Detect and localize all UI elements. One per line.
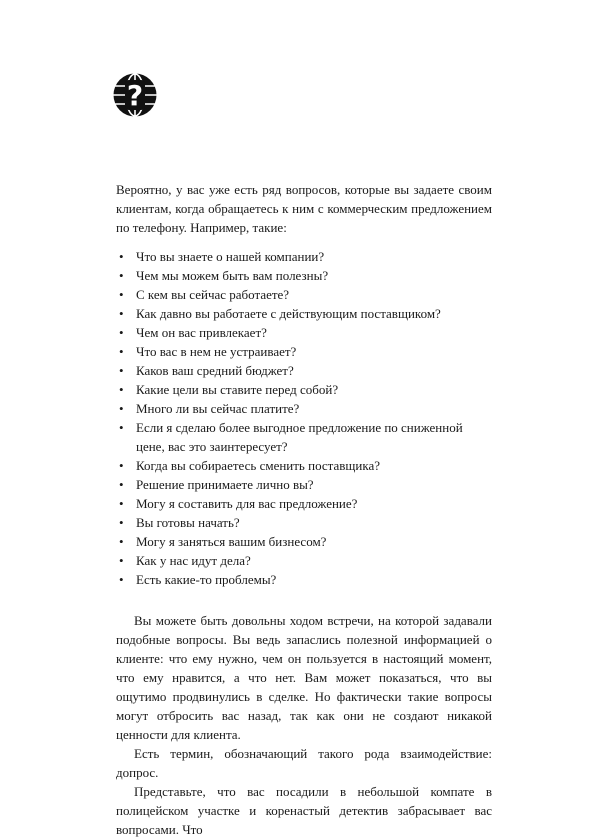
intro-paragraph: Вероятно, у вас уже есть ряд вопросов, которые вы задаете своим клиентам, когда обращаетесь к ним с коммерческим предложением по телефону. Например, такие: — [116, 182, 492, 235]
list-item: • Какие цели вы ставите перед собой? — [119, 382, 339, 397]
list-item: • Чем мы можем быть вам полезны? — [119, 268, 329, 283]
body-paragraph: Представьте, что вас посадили в небольшой компате в полицейском участке и коренастый детектив забрасывает вас вопросами. Что — [116, 784, 492, 837]
body-paragraph: Вы можете быть довольны ходом встречи, на которой задавали подобные вопросы. Вы ведь запаслись полезной информацией о клиенте: что ему нужно, чем он пользуется в настоящий момент, что ему нравится, а что нет. Вам может показаться, что вы ощутимо продвинулись в сделке. Но фактически такие вопросы могут отбросить вас назад, так как они не создают никакой ценности для клиента. — [116, 613, 492, 742]
list-item: • Решение принимаете лично вы? — [119, 477, 314, 492]
page-body — [116, 180, 492, 839]
list-item: • Что вы знаете о нашей компании? — [119, 249, 325, 264]
list-item: • Чем он вас привлекает? — [119, 325, 267, 340]
list-item: • Когда вы собираетесь сменить поставщика? — [119, 458, 381, 473]
list-item: • Если я сделаю более выгодное предложение по сниженной цене, вас это заинтересует? — [119, 420, 463, 454]
list-item: • Как давно вы работаете с действующим поставщиком? — [119, 306, 441, 321]
list-item: • Что вас в нем не устраивает? — [119, 344, 297, 359]
list-item: • Много ли вы сейчас платите? — [119, 401, 300, 416]
list-item: • Каков ваш средний бюджет? — [119, 363, 294, 378]
list-item: • С кем вы сейчас работаете? — [119, 287, 290, 302]
list-item: • Как у нас идут дела? — [119, 553, 251, 568]
list-item: • Вы готовы начать? — [119, 515, 240, 530]
list-item: • Есть какие-то проблемы? — [119, 572, 277, 587]
body-paragraph: Есть термин, обозначающий такого рода взаимодействие: допрос. — [116, 746, 492, 780]
question-list — [116, 247, 492, 589]
globe-question-icon — [112, 72, 158, 118]
list-item: • Могу я заняться вашим бизнесом? — [119, 534, 327, 549]
question-mark-glyph: ? — [126, 79, 144, 112]
list-item: • Могу я составить для вас предложение? — [119, 496, 358, 511]
